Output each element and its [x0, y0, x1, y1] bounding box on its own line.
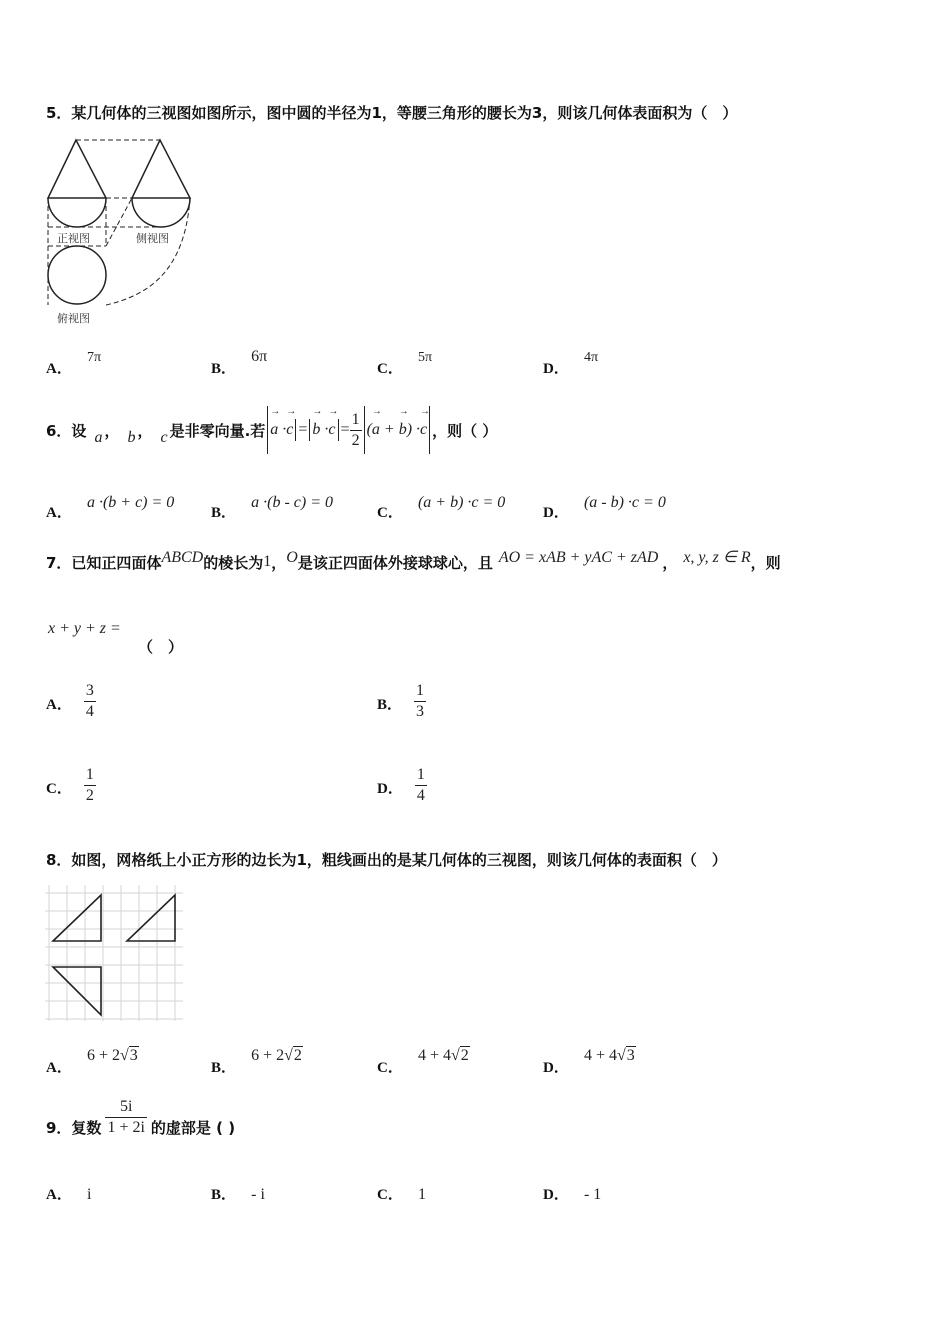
q8-front-triangle: [53, 895, 101, 941]
q6-option-d[interactable]: D． (a - b) ·c = 0: [543, 494, 666, 521]
q5-option-c[interactable]: C． 5π: [377, 350, 433, 377]
q8-top-triangle: [53, 967, 101, 1015]
q5-stem: 5．某几何体的三视图如图所示，图中圆的半径为1，等腰三角形的腰长为3，则该几何体表面积为（ ）: [46, 104, 738, 122]
q8-option-a[interactable]: A． 6 + 2√3: [46, 1047, 138, 1076]
q5-option-b[interactable]: B． 6π: [211, 348, 268, 377]
q7-stem: 7．已知正四面体 ABCD 的棱长为 1 ， O 是该正四面体外接球球心，且 AO = xAB + yAC + zAD ， x, y, z ∈ R ，则: [46, 549, 781, 572]
q9-option-a[interactable]: A． i: [46, 1186, 92, 1203]
q7-option-b[interactable]: B． $\frac{1}{3}$: [377, 682, 425, 720]
q6-option-b[interactable]: B． a ·(b - c) = 0: [211, 494, 333, 521]
q8-grid-figure: [45, 885, 185, 1023]
q9-option-d[interactable]: D． - 1: [543, 1186, 602, 1203]
q6-condition-formula: → a ·→ c = → b ·→ c = $\frac{1}{2}$ (→ a + → b) ·→ c: [265, 406, 432, 454]
q9-stem: 9．复数 $\frac{5i}{1 + 2i}$ 的虚部是 ( ): [46, 1098, 236, 1137]
side-view-label: 侧视图: [136, 232, 169, 245]
q8-option-d[interactable]: D． 4 + 4√3: [543, 1047, 635, 1076]
q7-option-a[interactable]: A． $\frac{3}{4}$: [46, 682, 94, 720]
q6-stem: 6．设 a ， b ， c 是非零向量.若 → a ·→ c = → b ·→ c = $\frac{1}{2}$ (→ a + → b) ·→ c ，则（ ）: [46, 402, 497, 458]
q6-option-c[interactable]: C． (a + b) ·c = 0: [377, 494, 506, 521]
q7-option-d[interactable]: D． $\frac{1}{4}$: [377, 766, 425, 804]
front-view-label: 正视图: [57, 232, 90, 245]
q5-three-view-figure: [40, 135, 210, 330]
q9-option-b[interactable]: B． - i: [211, 1186, 265, 1203]
q9-option-c[interactable]: C． 1: [377, 1186, 426, 1203]
q5-option-d[interactable]: D． 4π: [543, 350, 599, 377]
q7-line2: x + y + z =: [48, 620, 121, 637]
q8-option-c[interactable]: C． 4 + 4√2: [377, 1047, 469, 1076]
q8-option-b[interactable]: B． 6 + 2√2: [211, 1047, 302, 1076]
q7-blank: （ ）: [138, 638, 184, 656]
q5-option-a[interactable]: A． 7π: [46, 350, 102, 377]
q8-side-triangle: [127, 895, 175, 941]
top-view-label: 俯视图: [57, 312, 90, 325]
q8-stem: 8．如图，网格纸上小正方形的边长为1，粗线画出的是某几何体的三视图，则该几何体的表面积（ ）: [46, 851, 727, 869]
q6-option-a[interactable]: A． a ·(b + c) = 0: [46, 494, 175, 521]
q7-option-c[interactable]: C． $\frac{1}{2}$: [46, 766, 94, 804]
